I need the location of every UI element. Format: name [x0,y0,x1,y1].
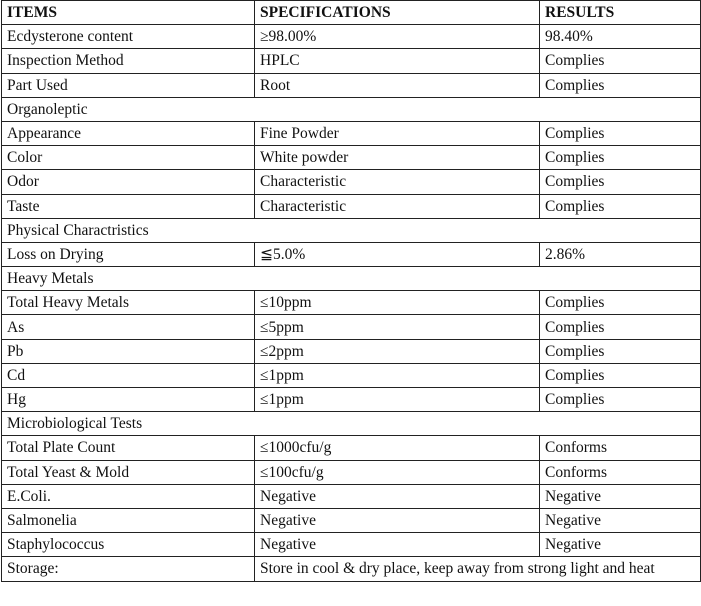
spec-cell: HPLC [255,49,540,73]
item-cell: Taste [2,194,255,218]
header-items: ITEMS [2,1,255,25]
table-row [2,363,701,387]
spec-cell: Characteristic [255,170,540,194]
result-cell: 2.86% [540,242,701,266]
table-row [2,388,701,412]
table-row [2,508,701,532]
result-cell: Complies [540,388,701,412]
item-cell: Odor [2,170,255,194]
section-title-organoleptic: Organoleptic [2,97,701,121]
item-cell: Total Plate Count [2,436,255,460]
result-cell: Negative [540,508,701,532]
spec-cell: ≤5ppm [255,315,540,339]
item-cell: Staphylococcus [2,533,255,557]
table-row [2,460,701,484]
result-cell: Complies [540,315,701,339]
item-cell: E.Coli. [2,484,255,508]
spec-cell: White powder [255,146,540,170]
item-cell: Cd [2,363,255,387]
item-cell: Appearance [2,121,255,145]
table-row [2,339,701,363]
result-cell: Complies [540,49,701,73]
result-cell: Conforms [540,436,701,460]
table-row [2,170,701,194]
item-cell: Color [2,146,255,170]
table-row [2,194,701,218]
result-cell: Complies [540,291,701,315]
table-row [2,49,701,73]
result-cell: Complies [540,73,701,97]
item-cell: Total Yeast & Mold [2,460,255,484]
item-cell: Part Used [2,73,255,97]
item-cell: Total Heavy Metals [2,291,255,315]
spec-cell: Characteristic [255,194,540,218]
item-cell: Ecdysterone content [2,25,255,49]
spec-cell: ≤100cfu/g [255,460,540,484]
result-cell: Complies [540,339,701,363]
table-row [2,121,701,145]
item-cell: Pb [2,339,255,363]
spec-cell: ≤2ppm [255,339,540,363]
spec-cell: ≤1000cfu/g [255,436,540,460]
item-cell: Loss on Drying [2,242,255,266]
result-cell: Complies [540,363,701,387]
spec-cell: ≦5.0% [255,242,540,266]
table-row [2,533,701,557]
section-header-row [2,267,701,291]
result-cell: Negative [540,533,701,557]
spec-cell: ≤1ppm [255,363,540,387]
result-cell: Complies [540,194,701,218]
header-specifications: SPECIFICATIONS [255,1,540,25]
storage-label: Storage: [2,557,255,581]
section-title-microbiological: Microbiological Tests [2,412,701,436]
table-row [2,315,701,339]
item-cell: Salmonelia [2,508,255,532]
section-header-row [2,97,701,121]
item-cell: Hg [2,388,255,412]
result-cell: Complies [540,170,701,194]
header-row [2,1,701,25]
spec-cell: ≤1ppm [255,388,540,412]
result-cell: Conforms [540,460,701,484]
spec-cell: Negative [255,533,540,557]
specification-table [1,0,701,582]
table-row [2,25,701,49]
result-cell: 98.40% [540,25,701,49]
table-row [2,146,701,170]
section-title-heavy-metals: Heavy Metals [2,267,701,291]
spec-cell: ≤10ppm [255,291,540,315]
table-row [2,291,701,315]
table-row [2,73,701,97]
storage-value: Store in cool & dry place, keep away from strong light and heat [255,557,701,581]
result-cell: Complies [540,146,701,170]
header-results: RESULTS [540,1,701,25]
spec-cell: Negative [255,484,540,508]
table-row [2,484,701,508]
section-title-physical: Physical Charactristics [2,218,701,242]
item-cell: As [2,315,255,339]
section-header-row [2,412,701,436]
table-row [2,242,701,266]
spec-cell: Negative [255,508,540,532]
result-cell: Negative [540,484,701,508]
storage-row [2,557,701,581]
spec-cell: ≥98.00% [255,25,540,49]
spec-cell: Root [255,73,540,97]
section-header-row [2,218,701,242]
item-cell: Inspection Method [2,49,255,73]
spec-cell: Fine Powder [255,121,540,145]
result-cell: Complies [540,121,701,145]
table-row [2,436,701,460]
